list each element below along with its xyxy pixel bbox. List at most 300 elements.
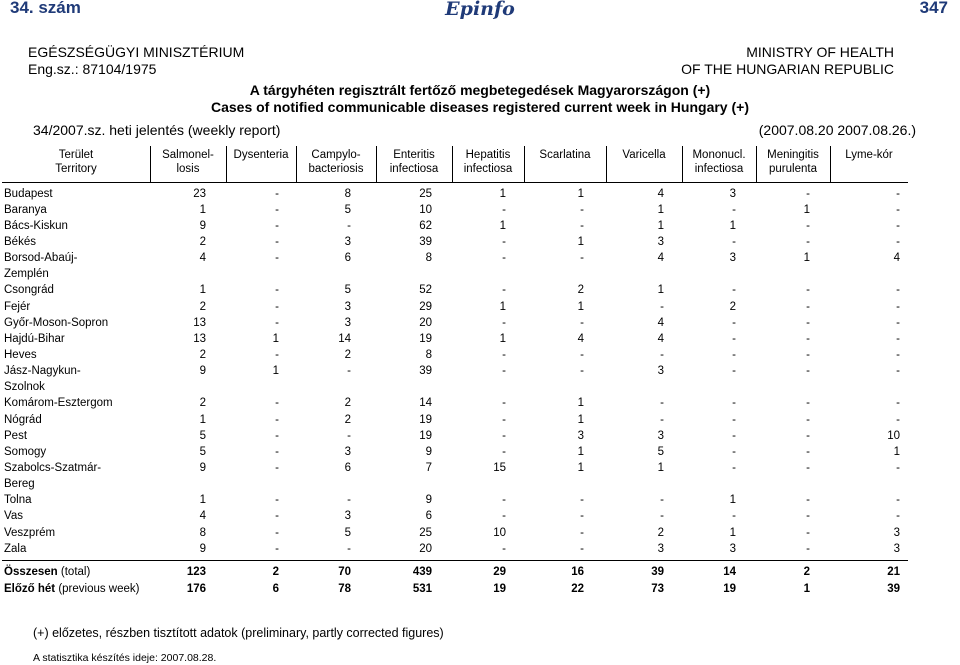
case-count: -: [896, 397, 900, 410]
case-count: 9: [199, 542, 206, 555]
case-count: 2: [344, 413, 351, 426]
case-count: 25: [419, 187, 432, 200]
column-header-label: Enteritis: [393, 149, 435, 161]
case-count: 123: [186, 566, 206, 578]
total-divider: [2, 560, 908, 561]
case-count: -: [806, 445, 810, 458]
column-header: [296, 146, 376, 182]
case-count: -: [732, 429, 736, 442]
case-count: -: [275, 494, 279, 507]
column-divider: [452, 146, 453, 182]
case-count: 2: [199, 236, 206, 249]
case-count: -: [275, 316, 279, 329]
registration-number: Eng.sz.: 87104/1975: [28, 61, 157, 77]
case-count: -: [896, 510, 900, 523]
case-count: 2: [344, 349, 351, 362]
case-count: -: [896, 349, 900, 362]
column-divider: [756, 146, 757, 182]
column-header: [830, 146, 908, 182]
case-count: -: [580, 316, 584, 329]
case-count: -: [275, 284, 279, 297]
case-count: -: [580, 349, 584, 362]
table-row: [2, 218, 908, 234]
case-count: -: [502, 284, 506, 297]
case-count: -: [732, 445, 736, 458]
case-count: 3: [344, 300, 351, 313]
column-header-label: Mononucl.: [692, 149, 746, 161]
case-count: -: [347, 542, 351, 555]
case-count: 6: [425, 510, 432, 523]
case-count: 439: [412, 566, 432, 578]
case-count: 9: [425, 494, 432, 507]
column-header-sublabel: losis: [176, 163, 200, 175]
case-count: 9: [199, 462, 206, 475]
case-count: 8: [199, 526, 206, 539]
case-count: 2: [729, 300, 736, 313]
column-divider: [296, 146, 297, 182]
epinfo-logo: Epinfo: [445, 0, 515, 20]
case-count: 1: [199, 413, 206, 426]
case-count: 1: [577, 397, 584, 410]
case-count: -: [896, 462, 900, 475]
case-count: 3: [657, 429, 664, 442]
table-row: [2, 428, 908, 444]
case-count: 4: [199, 510, 206, 523]
table-row: [2, 182, 908, 202]
case-count: -: [275, 300, 279, 313]
ministry-hu-block: [28, 44, 244, 78]
case-count: 29: [493, 566, 506, 578]
case-count: 1: [499, 187, 506, 200]
case-count: -: [580, 365, 584, 378]
case-count: -: [580, 252, 584, 265]
case-count: -: [580, 219, 584, 232]
case-count: 1: [577, 413, 584, 426]
case-count: 3: [344, 316, 351, 329]
case-count: -: [275, 542, 279, 555]
case-count: -: [732, 284, 736, 297]
case-count: -: [732, 332, 736, 345]
column-divider: [830, 146, 831, 182]
case-count: 1: [803, 203, 810, 216]
column-header-label: Campylo-: [311, 149, 361, 161]
case-count: -: [896, 219, 900, 232]
column-header-label: Meningitis: [767, 149, 819, 161]
case-count: 8: [344, 187, 351, 200]
case-count: -: [502, 203, 506, 216]
case-count: 3: [344, 445, 351, 458]
case-count: 3: [344, 510, 351, 523]
territory-name: Heves: [4, 349, 37, 362]
case-count: 20: [419, 542, 432, 555]
case-count: -: [660, 494, 664, 507]
case-count: 1: [577, 300, 584, 313]
column-header: [2, 146, 150, 182]
territory-name: Győr-Moson-Sopron: [4, 316, 109, 329]
case-count: 3: [657, 542, 664, 555]
case-count: -: [732, 510, 736, 523]
case-count: 4: [657, 187, 664, 200]
case-count: 2: [199, 300, 206, 313]
case-count: -: [275, 203, 279, 216]
territory-name: Tolna: [4, 494, 32, 507]
case-count: -: [896, 236, 900, 249]
case-count: 1: [272, 332, 279, 345]
column-header-label: Varicella: [622, 149, 666, 161]
case-count: -: [347, 429, 351, 442]
case-count: -: [275, 445, 279, 458]
case-count: -: [806, 526, 810, 539]
case-count: 22: [571, 583, 584, 595]
table-header-row: [2, 146, 908, 182]
case-count: 4: [577, 332, 584, 345]
territory-name: Komárom-Esztergom: [4, 397, 113, 410]
case-count: -: [660, 397, 664, 410]
case-count: 2: [577, 284, 584, 297]
table-row: [2, 508, 908, 524]
case-count: 2: [199, 349, 206, 362]
case-count: -: [732, 349, 736, 362]
case-count: -: [732, 365, 736, 378]
case-count: -: [806, 413, 810, 426]
case-count: 14: [338, 332, 351, 345]
case-count: 1: [499, 300, 506, 313]
case-count: -: [502, 397, 506, 410]
case-count: 1: [577, 445, 584, 458]
territory-name: Hajdú-Bihar: [4, 332, 65, 345]
territory-name: Pest: [4, 429, 28, 442]
case-count: 10: [493, 526, 506, 539]
case-count: -: [660, 349, 664, 362]
case-count: -: [806, 365, 810, 378]
table-row: [2, 444, 908, 460]
case-count: 20: [419, 316, 432, 329]
case-count: -: [502, 494, 506, 507]
case-count: -: [502, 445, 506, 458]
case-count: 6: [344, 462, 351, 475]
table-row: [2, 347, 908, 363]
case-count: -: [347, 219, 351, 232]
table-row: [2, 315, 908, 331]
case-count: 39: [887, 583, 900, 595]
summary-table: [2, 564, 908, 614]
territory-name: Fejér: [4, 300, 31, 313]
case-count: 39: [651, 566, 664, 578]
case-count: 7: [425, 462, 432, 475]
case-count: 5: [344, 526, 351, 539]
case-count: 21: [887, 566, 900, 578]
ministry-en-block: [681, 44, 894, 78]
case-count: -: [732, 236, 736, 249]
page-number: 347: [919, 0, 948, 17]
column-header: [524, 146, 606, 182]
case-count: -: [660, 300, 664, 313]
ministry-en: MINISTRY OF HEALTH: [746, 44, 894, 60]
case-count: 4: [657, 252, 664, 265]
title-hu: A tárgyhéten regisztrált fertőző megbetegedések Magyarországon (+): [249, 82, 711, 98]
case-count: -: [502, 510, 506, 523]
column-header-label: Lyme-kór: [845, 149, 893, 161]
case-count: 3: [344, 236, 351, 249]
page-header-bar: [0, 0, 960, 22]
case-count: 19: [493, 583, 506, 595]
column-header-sublabel: infectiosa: [694, 163, 744, 175]
case-count: -: [806, 300, 810, 313]
territory-name: Veszprém: [4, 526, 56, 539]
case-count: 15: [493, 462, 506, 475]
territory-name: Csongrád: [4, 284, 54, 297]
territory-name: Bács-Kiskun: [4, 219, 68, 232]
ministry-hu: EGÉSZSÉGÜGYI MINISZTÉRIUM: [28, 44, 245, 60]
case-count: 10: [419, 203, 432, 216]
case-count: -: [806, 316, 810, 329]
report-period: (2007.08.20 2007.08.26.): [758, 122, 916, 138]
case-count: 78: [338, 583, 351, 595]
case-count: 19: [419, 413, 432, 426]
column-header-sublabel: infectiosa: [389, 163, 439, 175]
table-row: [2, 412, 908, 428]
table-row: [2, 395, 908, 411]
table-row: [2, 525, 908, 541]
case-count: -: [502, 365, 506, 378]
case-count: -: [806, 349, 810, 362]
case-count: 52: [419, 284, 432, 297]
case-count: 1: [657, 462, 664, 475]
column-header: [756, 146, 830, 182]
case-count: 3: [657, 365, 664, 378]
case-count: 14: [723, 566, 736, 578]
case-count: 176: [186, 583, 206, 595]
previous-week-row: [2, 580, 908, 614]
case-count: -: [896, 284, 900, 297]
case-count: -: [896, 300, 900, 313]
case-count: 3: [729, 187, 736, 200]
table-row: [2, 541, 908, 557]
total-row: [2, 564, 908, 580]
column-header-label: Terület: [58, 149, 94, 161]
case-count: 3: [893, 526, 900, 539]
case-count: 1: [499, 219, 506, 232]
case-count: 5: [199, 445, 206, 458]
case-count: 2: [199, 397, 206, 410]
case-count: -: [580, 526, 584, 539]
case-count: -: [275, 413, 279, 426]
case-count: -: [275, 397, 279, 410]
case-count: -: [502, 236, 506, 249]
case-count: -: [896, 332, 900, 345]
case-count: -: [896, 365, 900, 378]
case-count: 1: [729, 219, 736, 232]
case-count: 3: [893, 542, 900, 555]
case-count: -: [275, 187, 279, 200]
case-count: -: [580, 494, 584, 507]
case-count: 1: [657, 203, 664, 216]
case-count: -: [806, 236, 810, 249]
column-divider: [524, 146, 525, 182]
republic-en: OF THE HUNGARIAN REPUBLIC: [681, 61, 894, 77]
case-count: 23: [193, 187, 206, 200]
case-count: 1: [803, 252, 810, 265]
table-row: [2, 299, 908, 315]
case-count: -: [806, 219, 810, 232]
column-header: [452, 146, 524, 182]
case-count: -: [806, 397, 810, 410]
case-count: 1: [729, 494, 736, 507]
case-count: 39: [419, 236, 432, 249]
case-count: 5: [344, 203, 351, 216]
column-header-label: Hepatitis: [465, 149, 511, 161]
case-count: -: [275, 526, 279, 539]
case-count: -: [502, 349, 506, 362]
case-count: 1: [199, 203, 206, 216]
column-divider: [606, 146, 607, 182]
case-count: -: [502, 542, 506, 555]
case-count: 1: [577, 236, 584, 249]
report-label: 34/2007.sz. heti jelentés (weekly report): [33, 122, 281, 138]
case-count: 29: [419, 300, 432, 313]
case-count: -: [275, 252, 279, 265]
column-divider: [226, 146, 227, 182]
table-row: [2, 282, 908, 298]
case-count: 6: [272, 583, 279, 595]
territory-name: Baranya: [4, 203, 47, 216]
case-count: 70: [338, 566, 351, 578]
case-count: 19: [723, 583, 736, 595]
case-count: 13: [193, 332, 206, 345]
case-count: -: [660, 510, 664, 523]
case-count: 2: [803, 566, 810, 578]
case-count: 4: [657, 316, 664, 329]
case-count: 19: [419, 332, 432, 345]
case-count: 1: [803, 583, 810, 595]
case-count: 1: [577, 187, 584, 200]
total-row-label: Összesen (total): [4, 566, 91, 578]
case-count: 10: [887, 429, 900, 442]
territory-name: Békés: [4, 236, 36, 249]
column-header-sublabel: bacteriosis: [308, 163, 364, 175]
territory-name: Nógrád: [4, 413, 42, 426]
case-count: 1: [199, 494, 206, 507]
case-count: -: [347, 365, 351, 378]
case-count: 9: [425, 445, 432, 458]
case-count: -: [275, 219, 279, 232]
territory-name: Szabolcs-Szatmár- Bereg: [4, 462, 102, 491]
case-count: -: [502, 429, 506, 442]
column-header-label: Dysenteria: [233, 149, 289, 161]
case-count: -: [275, 349, 279, 362]
case-count: -: [580, 510, 584, 523]
case-count: 3: [729, 542, 736, 555]
case-count: -: [806, 429, 810, 442]
case-count: -: [347, 494, 351, 507]
column-header: [226, 146, 296, 182]
column-divider: [150, 146, 151, 182]
case-count: -: [896, 413, 900, 426]
case-count: 62: [419, 219, 432, 232]
case-count: 19: [419, 429, 432, 442]
case-count: -: [806, 510, 810, 523]
case-count: -: [275, 236, 279, 249]
case-count: -: [896, 316, 900, 329]
column-header-sublabel: Territory: [55, 163, 97, 175]
case-count: 9: [199, 219, 206, 232]
table-row: [2, 331, 908, 347]
case-count: 9: [199, 365, 206, 378]
case-count: 39: [419, 365, 432, 378]
case-count: 2: [657, 526, 664, 539]
case-count: 8: [425, 349, 432, 362]
column-header: [606, 146, 682, 182]
table-row: [2, 234, 908, 250]
territory-name: Somogy: [4, 445, 47, 458]
case-count: 1: [272, 365, 279, 378]
case-count: 73: [651, 583, 664, 595]
footnote: (+) előzetes, részben tisztított adatok (preliminary, partly corrected figures): [33, 626, 444, 640]
case-count: -: [660, 413, 664, 426]
case-count: 1: [729, 526, 736, 539]
case-count: -: [275, 510, 279, 523]
column-header: [682, 146, 756, 182]
case-count: 531: [412, 583, 432, 595]
case-count: -: [896, 203, 900, 216]
territory-name: Vas: [4, 510, 23, 523]
case-count: 1: [657, 219, 664, 232]
case-count: 16: [571, 566, 584, 578]
case-count: -: [806, 542, 810, 555]
case-count: 2: [272, 566, 279, 578]
case-count: 8: [425, 252, 432, 265]
case-count: 5: [657, 445, 664, 458]
territory-name: Borsod-Abaúj- Zemplén: [4, 252, 78, 281]
case-count: 1: [577, 462, 584, 475]
table-row: [2, 363, 908, 395]
case-count: 14: [419, 397, 432, 410]
case-count: -: [732, 397, 736, 410]
case-count: 25: [419, 526, 432, 539]
column-header-label: Scarlatina: [539, 149, 591, 161]
disease-table: [2, 146, 908, 557]
case-count: -: [806, 187, 810, 200]
case-count: -: [806, 494, 810, 507]
table-row: [2, 460, 908, 492]
case-count: -: [806, 284, 810, 297]
territory-name: Budapest: [4, 187, 53, 200]
case-count: -: [502, 316, 506, 329]
territory-name: Zala: [4, 542, 27, 555]
issue-number: 34. szám: [10, 0, 81, 17]
case-count: 1: [893, 445, 900, 458]
case-count: -: [502, 413, 506, 426]
column-header-sublabel: infectiosa: [463, 163, 513, 175]
column-divider: [376, 146, 377, 182]
table-row: [2, 250, 908, 282]
case-count: 5: [199, 429, 206, 442]
title-en: Cases of notified communicable diseases registered current week in Hungary (+): [210, 99, 749, 115]
case-count: 1: [657, 284, 664, 297]
table-row: [2, 492, 908, 508]
case-count: 1: [499, 332, 506, 345]
column-header-label: Salmonel-: [162, 149, 214, 161]
case-count: -: [896, 494, 900, 507]
case-count: 4: [657, 332, 664, 345]
generation-date: A statisztika készítés ideje: 2007.08.28.: [33, 652, 217, 664]
case-count: -: [580, 203, 584, 216]
case-count: 4: [893, 252, 900, 265]
case-count: 3: [657, 236, 664, 249]
previous-week-row-label: Előző hét (previous week): [4, 583, 140, 595]
case-count: -: [580, 542, 584, 555]
column-header-sublabel: purulenta: [769, 163, 817, 175]
